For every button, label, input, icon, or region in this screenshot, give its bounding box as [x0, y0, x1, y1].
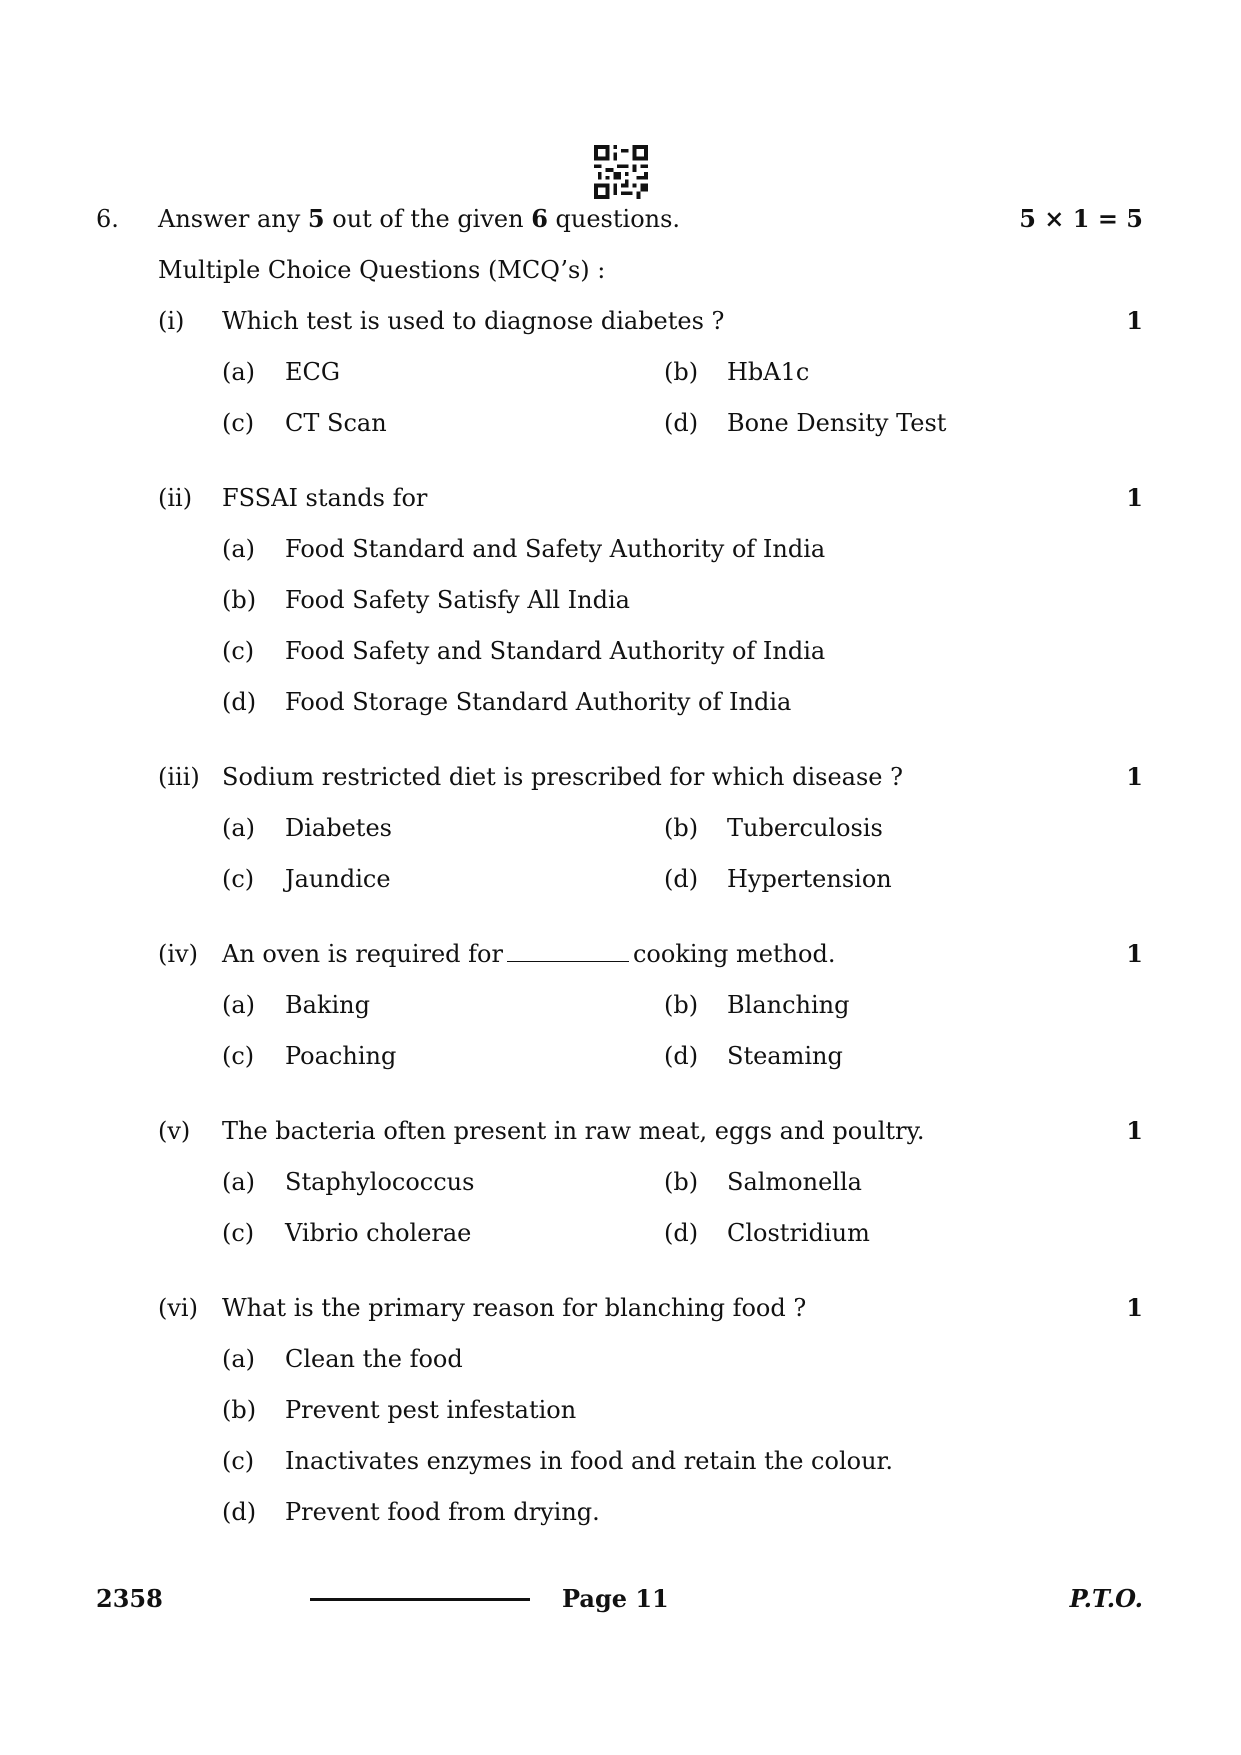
option-label: (c) — [222, 1219, 255, 1247]
option-label: (d) — [664, 1219, 699, 1247]
option-label: (c) — [222, 1447, 255, 1475]
option-label: (d) — [664, 409, 699, 437]
option-text: Poaching — [285, 1042, 397, 1070]
option-label: (b) — [664, 814, 699, 842]
paper-code: 2358 — [96, 1584, 163, 1613]
item-text: What is the primary reason for blanching food ? — [222, 1294, 807, 1322]
item-marks: 1 — [1126, 762, 1143, 791]
item-number: (ii) — [158, 484, 193, 512]
option-text: Food Storage Standard Authority of India — [285, 688, 792, 716]
option-label: (a) — [222, 1168, 256, 1196]
option-text: Tuberculosis — [727, 814, 883, 842]
option-text: Inactivates enzymes in food and retain the colour. — [285, 1447, 893, 1475]
option-label: (c) — [222, 409, 255, 437]
option-text: Clostridium — [727, 1219, 870, 1247]
option-text: Steaming — [727, 1042, 843, 1070]
option-label: (b) — [664, 358, 699, 386]
item-text: The bacteria often present in raw meat, eggs and poultry. — [222, 1117, 925, 1145]
option-text: Prevent pest infestation — [285, 1396, 577, 1424]
option-text: Salmonella — [727, 1168, 862, 1196]
option-text: Diabetes — [285, 814, 392, 842]
option-label: (c) — [222, 637, 255, 665]
option-label: (c) — [222, 865, 255, 893]
pto-label: P.T.O. — [1069, 1584, 1143, 1613]
qr-code — [593, 145, 649, 199]
option-label: (d) — [222, 688, 257, 716]
item-number: (iii) — [158, 763, 200, 791]
question-instruction: Answer any 5 out of the given 6 questions. — [158, 204, 681, 233]
question-number: 6. — [96, 205, 119, 233]
option-text: Food Safety Satisfy All India — [285, 586, 630, 614]
option-label: (a) — [222, 535, 256, 563]
fill-in-blank — [507, 939, 629, 962]
option-text: ECG — [285, 358, 341, 386]
option-label: (b) — [664, 991, 699, 1019]
item-marks: 1 — [1126, 306, 1143, 335]
option-text: Prevent food from drying. — [285, 1498, 600, 1526]
option-label: (b) — [222, 586, 257, 614]
option-text: Hypertension — [727, 865, 892, 893]
option-text: Clean the food — [285, 1345, 463, 1373]
page-number: Page 11 — [562, 1584, 669, 1613]
item-text: An oven is required for cooking method. — [222, 940, 836, 968]
option-label: (a) — [222, 358, 256, 386]
option-label: (d) — [664, 1042, 699, 1070]
item-marks: 1 — [1126, 483, 1143, 512]
option-label: (b) — [222, 1396, 257, 1424]
item-number: (iv) — [158, 940, 198, 968]
item-number: (i) — [158, 307, 185, 335]
footer-divider — [310, 1598, 530, 1601]
question-marks: 5 × 1 = 5 — [1019, 204, 1143, 233]
option-text: CT Scan — [285, 409, 387, 437]
option-text: Staphylococcus — [285, 1168, 475, 1196]
option-text: Food Standard and Safety Authority of India — [285, 535, 826, 563]
option-text: Jaundice — [285, 865, 391, 893]
option-label: (d) — [664, 865, 699, 893]
option-text: Vibrio cholerae — [285, 1219, 472, 1247]
item-number: (vi) — [158, 1294, 198, 1322]
item-text: Which test is used to diagnose diabetes ? — [222, 307, 725, 335]
option-text: Food Safety and Standard Authority of India — [285, 637, 826, 665]
item-text: FSSAI stands for — [222, 484, 428, 512]
item-marks: 1 — [1126, 1116, 1143, 1145]
question-subtitle: Multiple Choice Questions (MCQ’s) : — [158, 256, 606, 284]
option-label: (d) — [222, 1498, 257, 1526]
option-label: (a) — [222, 991, 256, 1019]
option-text: HbA1c — [727, 358, 810, 386]
item-text: Sodium restricted diet is prescribed for which disease ? — [222, 763, 903, 791]
option-label: (b) — [664, 1168, 699, 1196]
option-text: Blanching — [727, 991, 850, 1019]
option-label: (a) — [222, 814, 256, 842]
item-number: (v) — [158, 1117, 191, 1145]
option-text: Bone Density Test — [727, 409, 947, 437]
item-marks: 1 — [1126, 939, 1143, 968]
option-text: Baking — [285, 991, 370, 1019]
option-label: (a) — [222, 1345, 256, 1373]
item-marks: 1 — [1126, 1293, 1143, 1322]
option-label: (c) — [222, 1042, 255, 1070]
